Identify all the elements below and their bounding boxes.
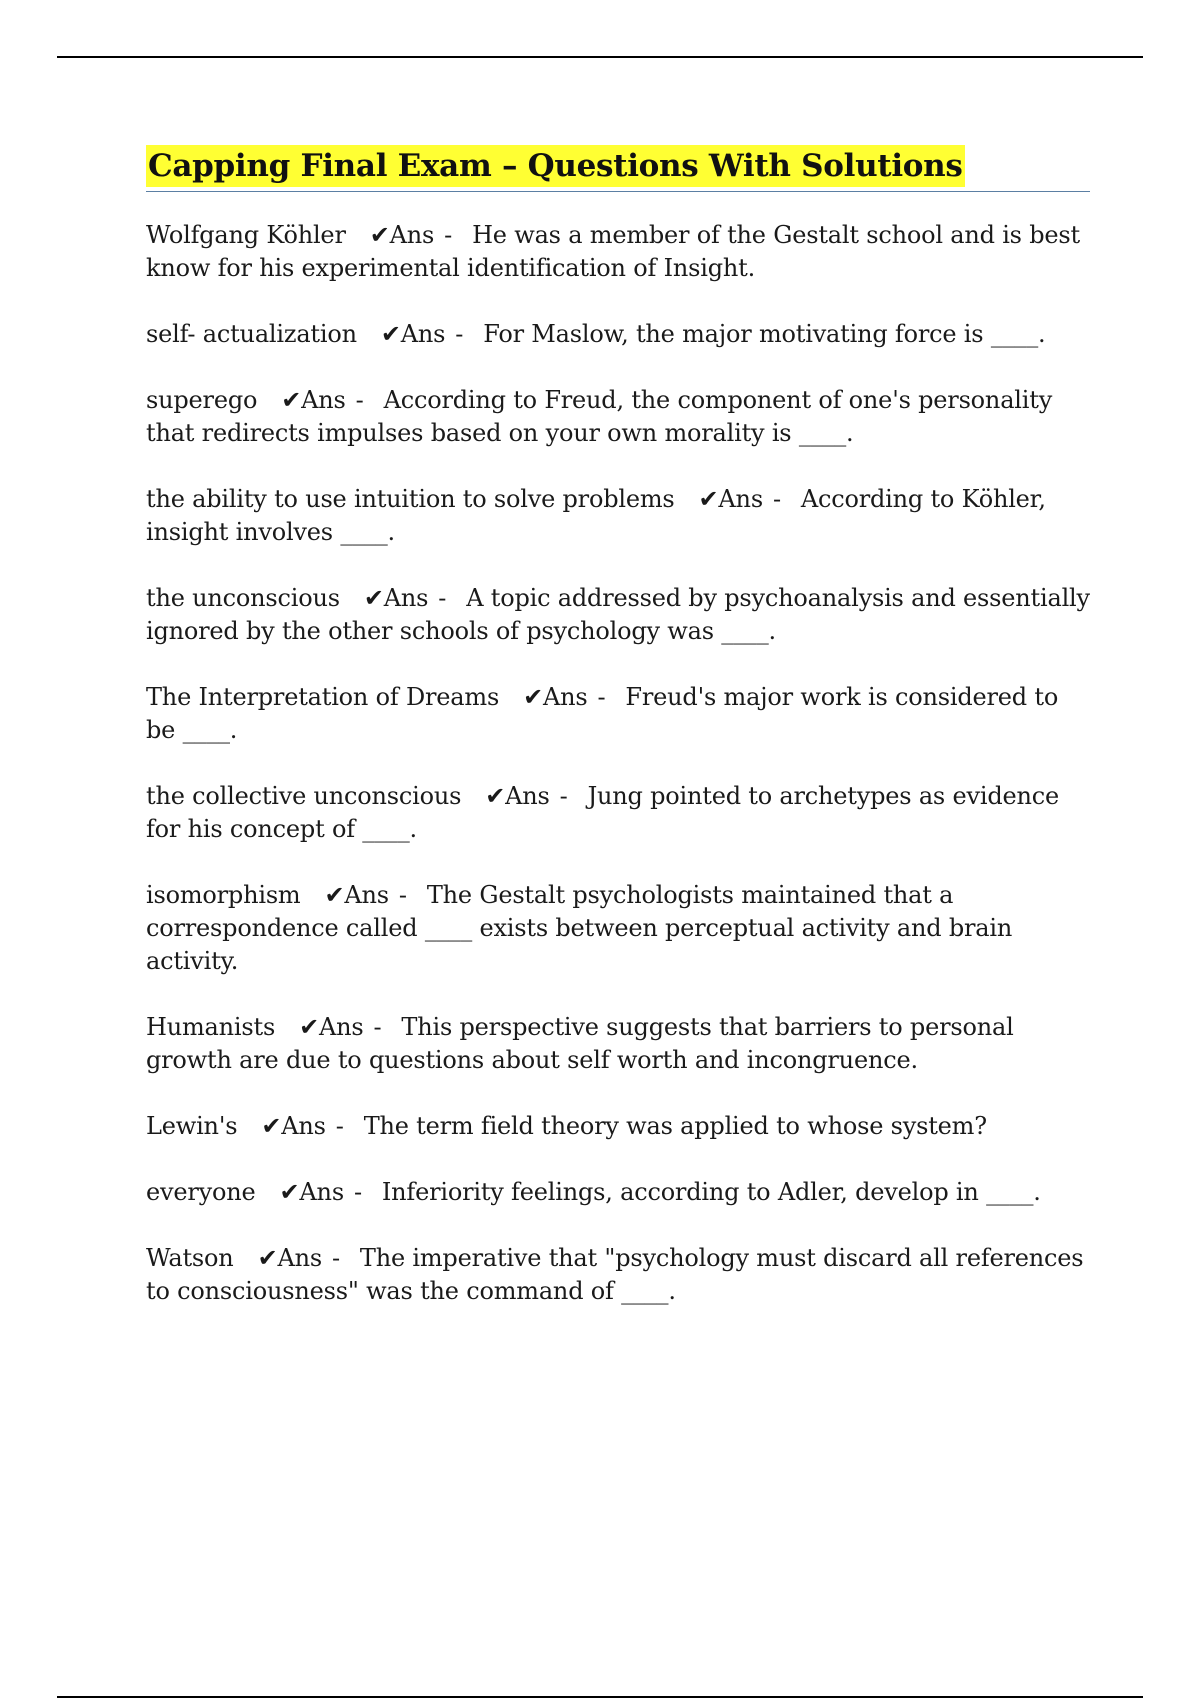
qa-item: [146, 879, 1090, 978]
qa-definition: This perspective suggests that barriers to personal growth are due to questions about self worth and incongruence.: [146, 1013, 1014, 1074]
answer-marker: ✔Ans: [698, 485, 763, 513]
answer-marker: ✔Ans: [299, 1013, 364, 1041]
answer-marker: ✔Ans: [324, 881, 389, 909]
qa-item: [146, 582, 1090, 648]
qa-item: [146, 384, 1090, 450]
answer-separator: -: [455, 320, 464, 348]
qa-term: Watson: [146, 1244, 234, 1272]
answer-separator: -: [597, 683, 606, 711]
answer-separator: -: [559, 782, 568, 810]
qa-definition: He was a member of the Gestalt school and is best know for his experimental identification of Insight.: [146, 221, 1080, 282]
qa-definition: Freud's major work is considered to be ____.: [146, 683, 1059, 744]
qa-item: [146, 780, 1090, 846]
answer-separator: -: [444, 221, 453, 249]
answer-marker: ✔Ans: [369, 221, 435, 249]
header-rule: [57, 56, 1143, 58]
answer-separator: -: [335, 1112, 344, 1140]
answer-separator: -: [438, 584, 447, 612]
qa-item: [146, 1242, 1090, 1308]
answer-marker: ✔Ans: [523, 683, 588, 711]
answer-separator: -: [331, 1244, 340, 1272]
qa-item: [146, 318, 1090, 351]
qa-term: everyone: [146, 1178, 256, 1206]
qa-term: superego: [146, 386, 258, 414]
answer-marker: ✔Ans: [485, 782, 550, 810]
title-block: [146, 145, 1090, 192]
qa-term: self- actualization: [146, 320, 357, 348]
qa-definition: A topic addressed by psychoanalysis and essentially ignored by the other schools of psychology was ____.: [146, 584, 1090, 645]
answer-marker: ✔Ans: [261, 1112, 326, 1140]
qa-definition: According to Köhler, insight involves ____.: [146, 485, 1046, 546]
qa-term: Wolfgang Köhler: [146, 221, 346, 249]
qa-definition: For Maslow, the major motivating force is ____.: [483, 320, 1046, 348]
answer-marker: ✔Ans: [279, 1178, 344, 1206]
answer-separator: -: [355, 386, 364, 414]
qa-definition: The term field theory was applied to whose system?: [363, 1112, 987, 1140]
qa-term: the unconscious: [146, 584, 340, 612]
answer-separator: -: [353, 1178, 362, 1206]
qa-definition: The imperative that "psychology must discard all references to consciousness" was the command of ____.: [146, 1244, 1084, 1305]
qa-item: [146, 219, 1090, 285]
document-title: Capping Final Exam – Questions With Solutions: [146, 145, 965, 187]
qa-definition: Jung pointed to archetypes as evidence for his concept of ____.: [146, 782, 1059, 843]
qa-item: [146, 483, 1090, 549]
answer-separator: -: [373, 1013, 382, 1041]
qa-definition: The Gestalt psychologists maintained that a correspondence called ____ exists between perceptual activity and brain activity.: [146, 881, 1013, 975]
qa-term: The Interpretation of Dreams: [146, 683, 500, 711]
qa-term: Humanists: [146, 1013, 276, 1041]
answer-marker: ✔Ans: [380, 320, 446, 348]
answer-separator: -: [398, 881, 407, 909]
qa-item: [146, 1176, 1090, 1209]
qa-item: [146, 1110, 1090, 1143]
qa-item: [146, 1011, 1090, 1077]
qa-term: isomorphism: [146, 881, 301, 909]
answer-marker: ✔Ans: [281, 386, 346, 414]
qa-definition: According to Freud, the component of one's personality that redirects impulses based on your own morality is ____.: [146, 386, 1053, 447]
answer-separator: -: [772, 485, 781, 513]
qa-term: the collective unconscious: [146, 782, 462, 810]
qa-list: [146, 219, 1090, 1308]
qa-definition: Inferiority feelings, according to Adler, develop in ____.: [381, 1178, 1041, 1206]
document-body: [146, 145, 1090, 1341]
qa-item: [146, 681, 1090, 747]
qa-term: Lewin's: [146, 1112, 238, 1140]
answer-marker: ✔Ans: [363, 584, 429, 612]
footer-rule: [57, 1696, 1143, 1698]
answer-marker: ✔Ans: [257, 1244, 322, 1272]
qa-term: the ability to use intuition to solve problems: [146, 485, 675, 513]
